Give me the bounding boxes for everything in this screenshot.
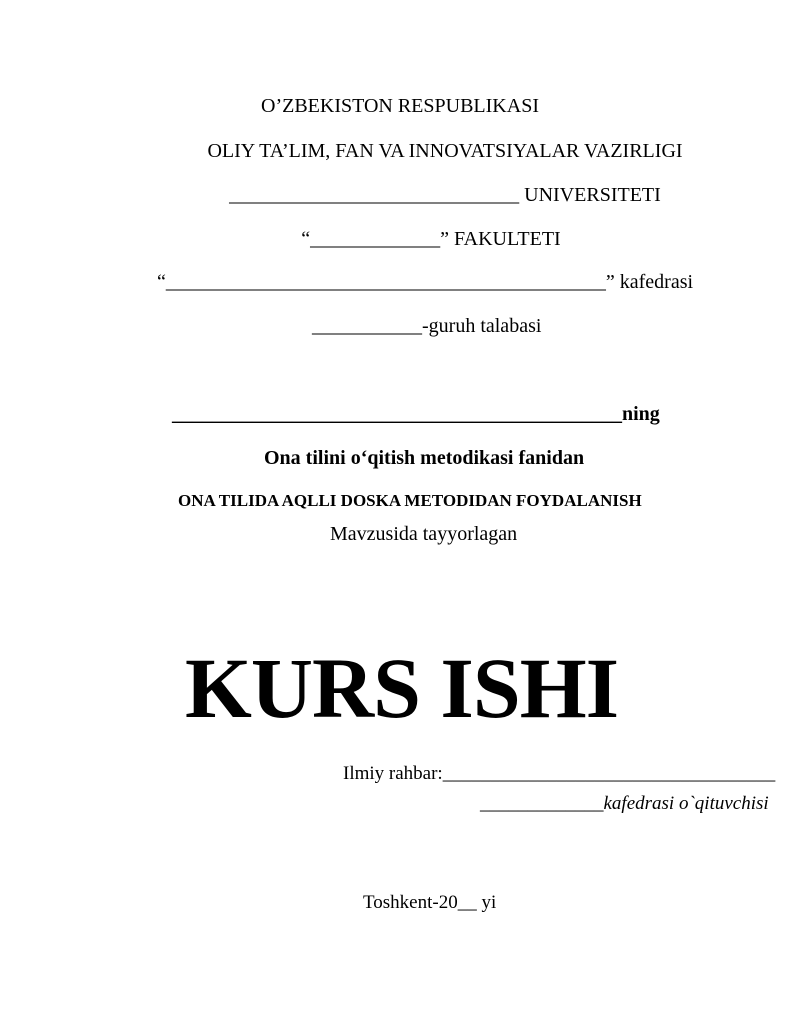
republic-heading: O’ZBEKISTON RESPUBLIKASI — [261, 95, 539, 117]
ministry-heading: OLIY TA’LIM, FAN VA INNOVATSIYALAR VAZIRLIGI — [207, 140, 683, 162]
student-name-line: _____________________________________________ning — [172, 403, 660, 425]
supervisor-line: Ilmiy rahbar:___________________________________ — [343, 763, 776, 784]
topic-title: ONA TILIDA AQLLI DOSKA METODIDAN FOYDALANISH — [178, 491, 642, 510]
supervisor-role: kafedrasi o`qituvchisi — [603, 793, 769, 814]
group-line: ___________-guruh talabasi — [312, 315, 542, 337]
department-line: “____________________________________________” kafedrasi — [157, 271, 694, 293]
discipline-line: Ona tilini o‘qitish metodikasi fanidan — [264, 447, 585, 469]
supervisor-blank: _____________ — [480, 793, 604, 814]
place-year-line: Toshkent-20__ yi — [363, 892, 497, 913]
document-type-title: KURS ISHI — [185, 640, 619, 736]
university-line: _____________________________ UNIVERSITETI — [229, 184, 661, 206]
faculty-line: “_____________” FAKULTETI — [301, 228, 561, 250]
topic-note: Mavzusida tayyorlagan — [330, 523, 518, 545]
supervisor-role-line — [480, 794, 769, 813]
